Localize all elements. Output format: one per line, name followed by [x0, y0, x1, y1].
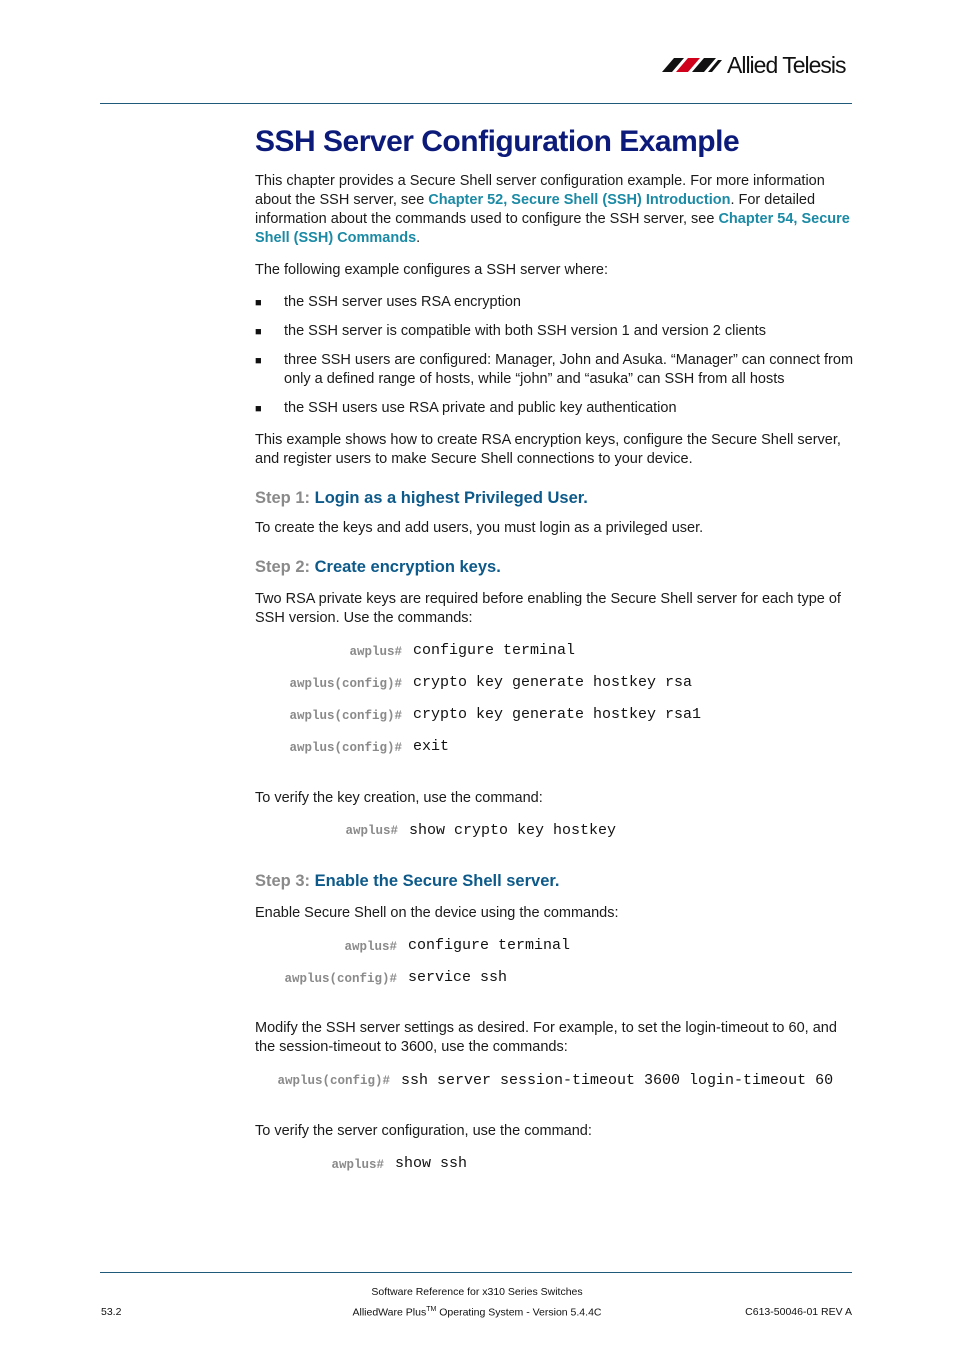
footer-title: Software Reference for x310 Series Switches — [371, 1286, 583, 1298]
bullet-marker: ■ — [255, 403, 262, 415]
intro-text-1: This chapter provides a Secure Shell server configuration example. For more information about the SSH server, see — [255, 173, 825, 208]
bullet-item: the SSH server uses RSA encryption — [284, 294, 521, 310]
lead-paragraph: The following example configures a SSH server where: — [255, 262, 608, 278]
cli-command: service ssh — [408, 969, 508, 986]
step-2-heading — [255, 558, 501, 577]
intro-paragraph — [255, 172, 855, 248]
cli-prompt: awplus(config)# — [277, 1074, 390, 1088]
document-number: C613-50046-01 REV A — [745, 1306, 852, 1318]
cli-command: configure terminal — [413, 642, 576, 659]
logo-mark-icon — [660, 50, 726, 80]
cli-prompt: awplus# — [345, 824, 398, 838]
page-title: SSH Server Configuration Example — [255, 125, 740, 158]
bullet-marker: ■ — [255, 355, 262, 367]
step-3-text: Enable Secure Shell on the device using the commands: — [255, 905, 619, 921]
product-name: AlliedWare Plus — [352, 1306, 427, 1319]
step-1-text: To create the keys and add users, you must login as a privileged user. — [255, 520, 704, 536]
cli-command: show crypto key hostkey — [409, 822, 617, 839]
header-rule — [100, 103, 852, 104]
footer-rule — [100, 1272, 852, 1273]
step-title: Create encryption keys. — [314, 558, 501, 576]
server-verify-text: To verify the server configuration, use the command: — [255, 1123, 592, 1139]
modify-text: Modify the SSH server settings as desired. For example, to set the login-timeout to 60, and the session-timeout to 3600, use the commands: — [255, 1020, 837, 1055]
cli-prompt: awplus(config)# — [284, 972, 397, 986]
cli-command: configure terminal — [408, 937, 571, 954]
step-title: Login as a highest Privileged User. — [314, 489, 588, 507]
cli-command: crypto key generate hostkey rsa1 — [413, 706, 702, 723]
trademark-mark: TM — [426, 1306, 437, 1313]
product-version: Operating System - Version 5.4.4C — [436, 1306, 602, 1319]
cli-command: ssh server session-timeout 3600 login-timeout 60 — [401, 1072, 834, 1089]
cli-prompt: awplus# — [344, 940, 397, 954]
page-number: 53.2 — [101, 1306, 122, 1318]
bullet-marker: ■ — [255, 297, 262, 309]
step-number: Step 1: — [255, 489, 315, 507]
cli-command: exit — [413, 738, 450, 755]
cli-prompt: awplus# — [349, 645, 402, 659]
cli-prompt: awplus(config)# — [289, 677, 402, 691]
step-number: Step 3: — [255, 872, 315, 890]
key-verify-text: To verify the key creation, use the command: — [255, 790, 543, 806]
step-3-heading — [255, 872, 559, 891]
summary-paragraph: This example shows how to create RSA encryption keys, configure the Secure Shell server, and register users to make Secure Shell connections to your device. — [255, 432, 841, 467]
intro-text-3: . — [416, 230, 421, 246]
logo-text: Allied Telesis — [727, 52, 846, 78]
step-2-text: Two RSA private keys are required before enabling the Secure Shell server for each type of SSH version. Use the commands: — [255, 591, 841, 626]
cli-command: show ssh — [395, 1155, 468, 1172]
allied-telesis-logo — [660, 50, 855, 80]
chapter-54-link[interactable]: Chapter 54, Secure Shell (SSH) Commands — [255, 211, 850, 246]
bullet-item: the SSH users use RSA private and public key authentication — [284, 400, 677, 416]
bullet-item: three SSH users are configured: Manager, John and Asuka. “Manager” can connect from only a defined range of hosts, while “john” and “asuka” can SSH from all hosts — [284, 352, 854, 387]
step-number: Step 2: — [255, 558, 315, 576]
cli-prompt: awplus# — [331, 1158, 384, 1172]
cli-prompt: awplus(config)# — [289, 741, 402, 755]
step-1-heading — [255, 489, 588, 508]
chapter-52-link[interactable]: Chapter 52, Secure Shell (SSH) Introduction — [428, 192, 731, 208]
intro-text-2: . For detailed information about the commands used to configure the SSH server, see — [255, 192, 816, 227]
cli-command: crypto key generate hostkey rsa — [413, 674, 693, 691]
bullet-item: the SSH server is compatible with both SSH version 1 and version 2 clients — [284, 323, 766, 339]
cli-prompt: awplus(config)# — [289, 709, 402, 723]
step-title: Enable the Secure Shell server. — [314, 872, 560, 890]
bullet-marker: ■ — [255, 326, 262, 338]
